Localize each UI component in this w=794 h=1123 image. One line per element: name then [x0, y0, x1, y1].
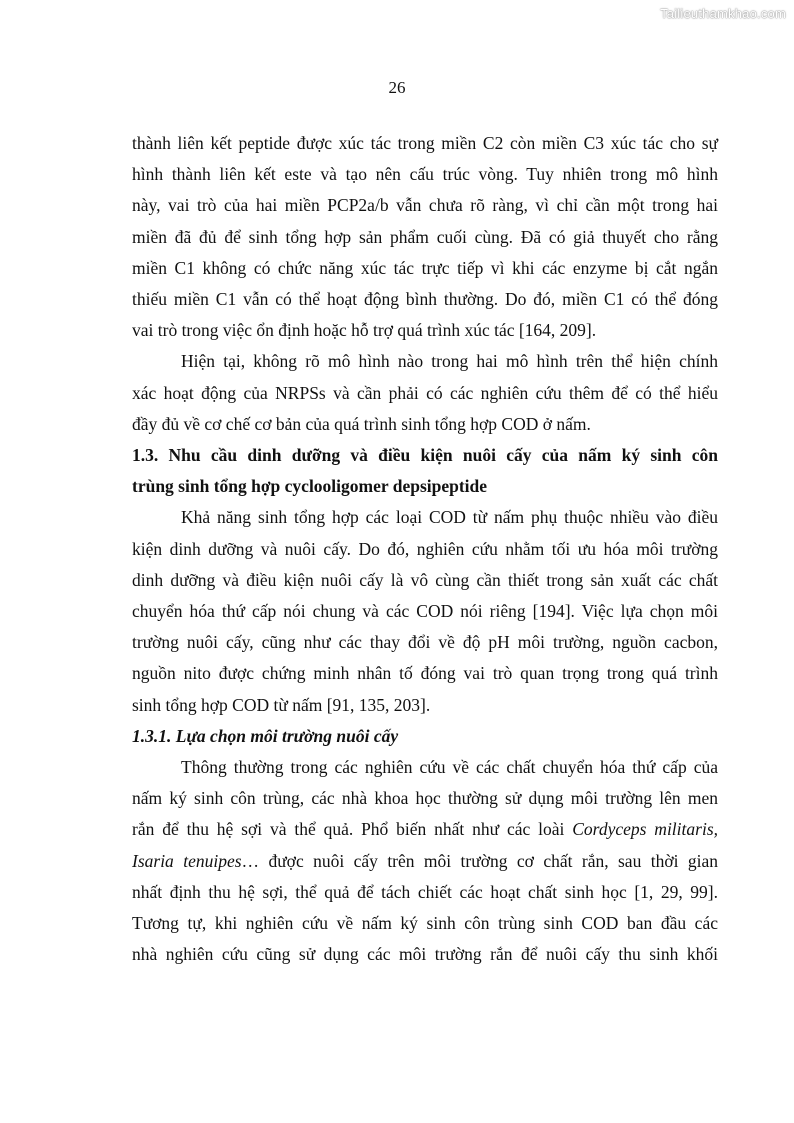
- paragraph-nutrition: [132, 502, 718, 720]
- text-line: [132, 814, 718, 845]
- text-line: này, vai trò của hai miền PCP2a/b vẫn chưa rõ ràng, vì chỉ cần một trong hai: [132, 195, 718, 216]
- text-line: nhà nghiên cứu cũng sử dụng các môi trường rắn để nuôi cấy thu sinh khối: [132, 944, 718, 965]
- text-line: nhất định thu hệ sợi, thể quả để tách chiết các hoạt chất sinh học [1, 29, 99].: [132, 881, 718, 902]
- section-heading-1-3: [132, 440, 718, 502]
- text-line: chuyển hóa thứ cấp nói chung và các COD nói riêng [194]. Việc lựa chọn môi: [132, 601, 718, 622]
- text-line: miền đã đủ để sinh tổng hợp sản phẩm cuối cùng. Đã có giả thuyết cho rằng: [132, 226, 718, 247]
- text-run: … được nuôi cấy trên môi trường cơ chất rắn, sau thời gian: [241, 850, 718, 871]
- text-line: [132, 846, 718, 877]
- text-line: thành liên kết peptide được xúc tác trong miền C2 còn miền C3 xúc tác cho sự: [132, 133, 718, 153]
- paragraph-nrps-domains: [132, 128, 718, 346]
- species-name: Isaria tenuipes: [132, 850, 242, 871]
- text-line: sinh tổng hợp COD từ nấm [91, 135, 203].: [132, 694, 431, 715]
- text-line: Khả năng sinh tổng hợp các loại COD từ nấm phụ thuộc nhiều vào điều: [181, 507, 718, 528]
- page-number: 26: [388, 78, 406, 97]
- species-name: Cordyceps militaris,: [572, 819, 718, 840]
- text-run: rắn để thu hệ sợi và thể quả. Phổ biến nhất như các loài: [132, 819, 573, 840]
- text-line: hình thành liên kết este và tạo nên cấu trúc vòng. Tuy nhiên trong mô hình: [132, 164, 718, 185]
- heading-line: 1.3.1. Lựa chọn môi trường nuôi cấy: [132, 725, 399, 746]
- text-line: nguồn nito được chứng minh nhân tố đóng vai trò quan trọng trong quá trình: [132, 663, 718, 684]
- section-heading-1-3-1: [132, 721, 718, 752]
- document-body: [132, 128, 718, 970]
- heading-line: 1.3. Nhu cầu dinh dưỡng và điều kiện nuôi cấy của nấm ký sinh côn: [132, 445, 718, 466]
- text-line: thiếu miền C1 vẫn có thể hoạt động bình thường. Do đó, miền C1 có thể đóng: [132, 289, 718, 310]
- paragraph-model-uncertainty: [132, 346, 718, 440]
- text-line: kiện dinh dưỡng và nuôi cấy. Do đó, nghiên cứu nhằm tối ưu hóa môi trường: [132, 538, 718, 559]
- text-line: Hiện tại, không rõ mô hình nào trong hai mô hình trên thể hiện chính: [181, 351, 718, 372]
- text-line: miền C1 không có chức năng xúc tác trực tiếp vì khi các enzyme bị cắt ngắn: [132, 257, 718, 278]
- text-line: xác hoạt động của NRPSs và cần phải có các nghiên cứu thêm để có thể hiểu: [132, 382, 718, 403]
- text-line: dinh dưỡng và điều kiện nuôi cấy là vô cùng cần thiết trong sản xuất các chất: [132, 569, 718, 590]
- text-line: vai trò trong việc ổn định hoặc hỗ trợ quá trình xúc tác [164, 209].: [132, 320, 597, 341]
- text-line: đầy đủ về cơ chế cơ bản của quá trình sinh tổng hợp COD ở nấm.: [132, 413, 591, 434]
- heading-line: trùng sinh tổng hợp cyclooligomer depsipeptide: [132, 476, 488, 497]
- text-line: Tương tự, khi nghiên cứu về nấm ký sinh côn trùng sinh COD ban đầu các: [132, 913, 718, 934]
- text-line: nấm ký sinh côn trùng, các nhà khoa học thường sử dụng môi trường lên men: [132, 788, 718, 809]
- watermark: Tailieuthamkhao.com: [660, 6, 786, 21]
- text-line: Thông thường trong các nghiên cứu về các chất chuyển hóa thứ cấp của: [181, 757, 718, 778]
- text-line: trường nuôi cấy, cũng như các thay đổi về độ pH môi trường, nguồn cacbon,: [132, 632, 718, 653]
- paragraph-culture-medium: [132, 752, 718, 970]
